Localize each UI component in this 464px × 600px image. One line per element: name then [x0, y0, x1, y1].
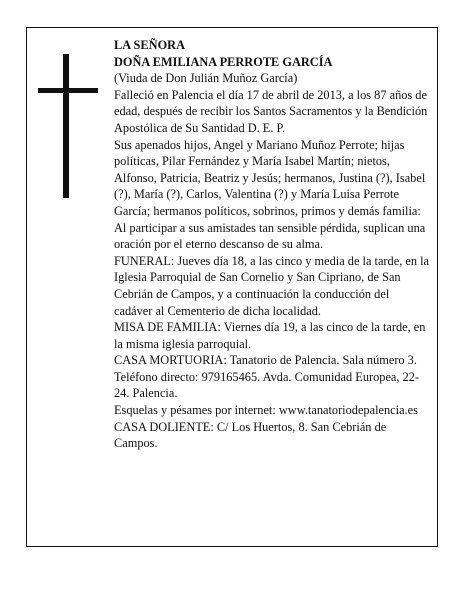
funeral-paragraph: FUNERAL: Jueves día 18, a las cinco y media de la tarde, en la Iglesia Parroquial de San Cornelio y San Cipriano, de San Cebrián de Campos, y a continuación la conducción del cadáver al Cementerio de dicha localidad.: [114, 253, 430, 318]
widow-of-line: (Viuda de Don Julián Muñoz García): [114, 71, 298, 86]
cross-icon: [38, 54, 98, 198]
request-paragraph: Al participar a sus amistades tan sensible pérdida, suplican una oración por el eterno descanso de su alma.: [114, 220, 426, 252]
mourning-house-paragraph: CASA DOLIENTE: C/ Los Huertos, 8. San Cebrián de Campos.: [114, 419, 387, 451]
funeral-home-paragraph: CASA MORTUORIA: Tanatorio de Palencia. Sala número 3. Teléfono directo: 979165465. Avda. Comunidad Europea, 22-24. Palencia.: [114, 353, 420, 401]
obituary-text: [114, 37, 430, 452]
internet-paragraph: Esquelas y pésames por internet: www.tanatoriodepalencia.es: [114, 403, 418, 418]
deceased-name: DOÑA EMILIANA PERROTE GARCÍA: [114, 54, 333, 69]
cross-vertical-bar: [63, 54, 69, 198]
notice-title: LA SEÑORA: [114, 38, 185, 52]
cross-horizontal-bar: [38, 88, 98, 93]
family-mass-paragraph: MISA DE FAMILIA: Viernes día 19, a las cinco de la tarde, en la misma iglesia parroquial.: [114, 320, 426, 351]
family-paragraph: Sus apenados hijos, Angel y Mariano Muñoz Perrote; hijas políticas, Pilar Fernández y María Isabel Martín; nietos, Alfonso, Patricia, Beatriz y Jesús; hermanos, Justina (?), Isabel (?), María (?), Carlos, Valentina (?) y María Luisa Perrote García; hermanos políticos, sobrinos, primos y demás familia:: [114, 137, 426, 218]
death-paragraph: Falleció en Palencia el día 17 de abril de 2013, a los 87 años de edad, después de recibir los Santos Sacramentos y la Bendición Apostólica de Su Santidad D. E. P.: [114, 87, 428, 135]
